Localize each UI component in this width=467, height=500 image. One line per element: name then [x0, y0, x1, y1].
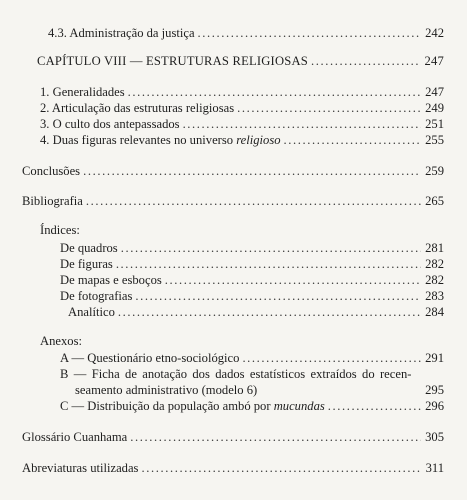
toc-entry-label: De quadros: [60, 241, 118, 255]
toc-glossario: [22, 429, 444, 445]
toc-entry-8-1: [40, 84, 444, 100]
toc-entry-label: seamento administrativo (modelo 6): [75, 383, 258, 397]
indices-heading: Índices:: [40, 223, 80, 237]
toc-entry-page: 296: [425, 399, 444, 413]
toc-entry-page: 265: [425, 194, 444, 208]
toc-anexo-a: [60, 350, 444, 366]
toc-entry-page: 242: [425, 26, 444, 40]
toc-entry-page: 282: [425, 273, 444, 287]
toc-indice-quadros: [60, 240, 444, 256]
dot-leader: [118, 304, 421, 320]
toc-chapter-8: [37, 53, 444, 69]
toc-entry-page: 251: [425, 117, 444, 131]
dot-leader: [183, 116, 421, 132]
toc-entry-label: [40, 132, 281, 148]
toc-bibliografia: [22, 193, 444, 209]
label-prefix: 4. Duas figuras relevantes no universo: [40, 133, 237, 147]
toc-entry-label: 3. O culto dos antepassados: [40, 117, 180, 131]
label-prefix: C — Distribuição da população ambó por: [60, 399, 274, 413]
toc-indice-figuras: [60, 256, 444, 272]
dot-leader: [130, 429, 421, 445]
dot-leader: [328, 398, 421, 414]
dot-leader: [141, 460, 421, 476]
toc-entry-8-2: [40, 100, 444, 116]
dot-leader: [198, 25, 421, 41]
toc-entry-label: A — Questionário etno-sociológico: [60, 351, 240, 365]
toc-entry-page: 291: [425, 351, 444, 365]
anexos-heading: Anexos:: [40, 334, 82, 348]
toc-anexo-c: [60, 398, 444, 414]
toc-entry-label: 1. Generalidades: [40, 85, 125, 99]
toc-abreviaturas: [22, 460, 444, 476]
toc-entry-page: 284: [425, 305, 444, 319]
dot-leader: [86, 193, 421, 209]
toc-entry-label: De mapas e esboços: [60, 273, 162, 287]
toc-entry-8-3: [40, 116, 444, 132]
toc-entry-label: 2. Articulação das estruturas religiosas: [40, 101, 235, 115]
dot-leader: [165, 272, 421, 288]
toc-entry-page: 259: [425, 164, 444, 178]
toc-entry-page: 249: [425, 101, 444, 115]
dot-leader: [284, 132, 421, 148]
dot-leader: [135, 288, 421, 304]
toc-entry-page: 282: [425, 257, 444, 271]
dot-leader: [116, 256, 421, 272]
dot-leader: [128, 84, 421, 100]
toc-entry-label: Abreviaturas utilizadas: [22, 461, 139, 475]
toc-entry-page: 305: [425, 430, 444, 444]
dot-leader: [121, 240, 421, 256]
label-italic: religioso: [236, 133, 281, 147]
toc-entry-page: 311: [425, 461, 444, 475]
dot-leader: [83, 163, 421, 179]
toc-entry-label: Bibliografia: [22, 194, 83, 208]
toc-indice-mapas: [60, 272, 444, 288]
toc-entry-label: [60, 398, 325, 414]
toc-entry-page: 281: [425, 241, 444, 255]
toc-entry-page: 255: [425, 133, 444, 147]
toc-entry-label: Analítico: [68, 305, 115, 319]
toc-indice-fotografias: [60, 288, 444, 304]
toc-entry-page: 247: [425, 85, 444, 99]
toc-entry-page: 295: [425, 383, 444, 397]
toc-entry-label: 4.3. Administração da justiça: [48, 26, 195, 40]
dot-leader: [242, 350, 421, 366]
toc-entry-label: De fotografias: [60, 289, 133, 303]
chapter-title: CAPÍTULO VIII — ESTRUTURAS RELIGIOSAS: [37, 54, 308, 68]
toc-entry-label: B — Ficha de anotação dos dados estatísticos extraídos do recen-: [60, 367, 412, 381]
toc-conclusoes: [22, 163, 444, 179]
toc-indice-analitico: [68, 304, 444, 320]
toc-anexo-b-line2: [75, 382, 444, 398]
toc-anexo-b-line1: [60, 366, 444, 382]
toc-entry-page: 283: [425, 289, 444, 303]
toc-entry-4-3: [48, 25, 444, 41]
toc-entry-label: Glossário Cuanhama: [22, 430, 128, 444]
toc-entry-label: Conclusões: [22, 164, 81, 178]
dot-leader: [237, 100, 421, 116]
toc-entry-8-4: [40, 132, 444, 148]
toc-entry-label: De figuras: [60, 257, 113, 271]
dot-leader: [311, 53, 421, 69]
chapter-page: 247: [424, 54, 444, 68]
label-italic: mucundas: [273, 399, 325, 413]
